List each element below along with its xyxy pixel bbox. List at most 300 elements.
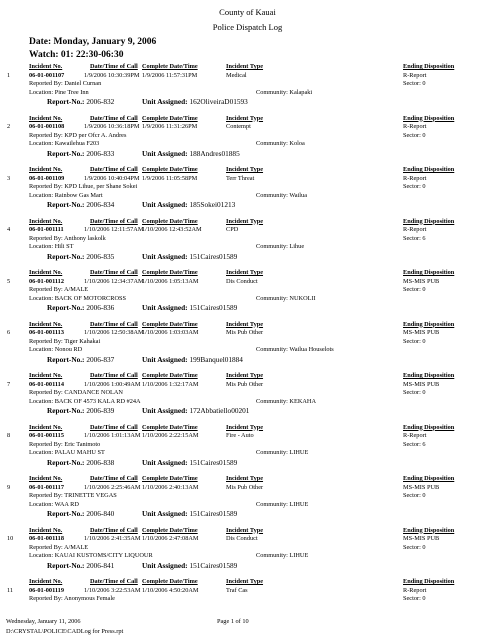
incident-id: 06-01-001112 — [29, 277, 64, 285]
reported-by — [29, 595, 115, 602]
community — [256, 140, 305, 147]
unit-assigned-label: Unit Assigned: — [142, 148, 188, 158]
community-value: KEKAHA — [289, 397, 317, 405]
col-date-time-call: Date/Time of Call — [90, 372, 138, 379]
complete-time: 1/10/2006 1:32:17AM — [142, 380, 199, 388]
col-date-time-call: Date/Time of Call — [90, 578, 138, 585]
col-complete-date-time: Complete Date/Time — [142, 320, 198, 328]
report-no-value: 2006-836 — [86, 303, 115, 312]
reported-by-label: Reported By: — [29, 183, 63, 190]
location-label: Location: — [29, 500, 54, 508]
reported-by-label: Reported By: — [29, 131, 63, 139]
reported-by-label: Reported By: — [29, 595, 63, 602]
unit-assigned — [142, 561, 237, 570]
community — [256, 552, 308, 559]
complete-time: 1/10/2006 2:47:08AM — [142, 535, 199, 542]
col-complete-date-time: Complete Date/Time — [142, 475, 198, 482]
community-value: LIHUE — [289, 552, 309, 559]
report-no — [47, 97, 114, 106]
call-time: 1/10/2006 3:22:53AM — [84, 586, 141, 594]
incident-number: 11 — [7, 586, 14, 594]
incident-number: 1 — [7, 71, 11, 79]
unit-assigned — [142, 458, 237, 467]
community — [256, 449, 308, 456]
sector — [403, 183, 426, 190]
location-value: Nonou RD — [54, 346, 83, 353]
report-no-label: Report-No.: — [47, 406, 85, 415]
location-value: Hili ST — [54, 243, 74, 250]
col-complete-date-time: Complete Date/Time — [142, 63, 198, 70]
col-incident-no: Incident No. — [29, 578, 63, 585]
location-value: KAUAI KUSTOMS/CITY LIQUOUR — [54, 552, 153, 559]
col-incident-no: Incident No. — [29, 423, 63, 431]
report-no-value: 2006-834 — [86, 200, 115, 209]
unit-assigned-label: Unit Assigned: — [142, 251, 188, 261]
col-incident-no: Incident No. — [29, 217, 63, 225]
sector-label: Sector: — [403, 286, 421, 293]
sector — [403, 235, 426, 242]
incident-type: Fire - Auto — [226, 432, 254, 439]
disposition: R-Report — [403, 432, 427, 439]
report-no-label: Report-No.: — [47, 560, 85, 570]
col-ending-disposition: Ending Disposition — [403, 423, 455, 431]
sector — [403, 544, 426, 551]
report-no-label: Report-No.: — [47, 354, 85, 364]
date-line: Date: Monday, January 9, 2006 — [29, 37, 157, 47]
community — [256, 89, 312, 96]
report-no — [47, 149, 114, 158]
col-ending-disposition: Ending Disposition — [403, 114, 455, 122]
sector-value: 0 — [422, 595, 426, 602]
community-value: Wailua — [289, 191, 307, 199]
unit-assigned — [142, 252, 237, 261]
location-value: BACK OF 4573 KALA RD #24A — [54, 397, 141, 405]
report-no — [47, 561, 114, 570]
col-date-time-call: Date/Time of Call — [90, 63, 138, 70]
sector-value: 0 — [422, 286, 426, 293]
incident-id: 06-01-001119 — [29, 586, 64, 594]
disposition: MS-MIS PUB — [403, 483, 440, 491]
incident-number: 2 — [7, 123, 11, 130]
community-label: Community: — [256, 346, 288, 353]
reported-by-label: Reported By: — [29, 234, 63, 242]
complete-time: 1/10/2006 12:43:52AM — [142, 226, 202, 233]
col-incident-no: Incident No. — [29, 475, 63, 482]
sector-label: Sector: — [403, 389, 421, 396]
location-label: Location: — [29, 191, 54, 199]
sector — [403, 389, 426, 396]
incident-type: Mis Pub Other — [226, 380, 264, 388]
location-value: BACK OF MOTORCROSS — [54, 294, 126, 302]
unit-assigned — [142, 303, 237, 312]
sector — [403, 338, 426, 345]
incident-number: 10 — [7, 535, 14, 542]
report-no-label: Report-No.: — [47, 200, 85, 209]
report-no-label: Report-No.: — [47, 509, 85, 518]
incident-number: 4 — [7, 226, 11, 233]
incident-id: 06-01-001117 — [29, 483, 64, 491]
sector-label: Sector: — [403, 234, 421, 242]
report-no-value: 2006-840 — [86, 509, 115, 518]
col-ending-disposition: Ending Disposition — [403, 217, 455, 225]
col-complete-date-time: Complete Date/Time — [142, 423, 198, 431]
col-date-time-call: Date/Time of Call — [90, 423, 138, 431]
unit-assigned — [142, 355, 243, 364]
community — [256, 192, 307, 199]
incident-type: Dis Conduct — [226, 535, 258, 542]
reported-by-value: A/MALE — [64, 543, 89, 551]
incident-number: 6 — [7, 329, 11, 336]
report-no-value: 2006-835 — [86, 251, 115, 261]
complete-time: 1/10/2006 4:50:20AM — [142, 586, 199, 594]
unit-assigned-value: 162OliveiraD01593 — [189, 97, 248, 106]
col-ending-disposition: Ending Disposition — [403, 269, 455, 276]
location-label: Location: — [29, 552, 54, 559]
reported-by — [29, 183, 137, 190]
community — [256, 243, 304, 250]
col-incident-type: Incident Type — [226, 269, 264, 276]
community-value: LIHUE — [289, 449, 309, 456]
location-value: Pine Tree Inn — [54, 88, 89, 96]
call-time: 1/9/2006 10:40:04PM — [84, 174, 140, 182]
disposition: MS-MIS PUB — [403, 277, 440, 285]
community — [256, 295, 316, 302]
report-no — [47, 303, 114, 312]
unit-assigned-label: Unit Assigned: — [142, 97, 188, 106]
community — [256, 501, 308, 508]
sector — [403, 286, 426, 293]
location — [29, 449, 105, 456]
unit-assigned-value: 151Caires01589 — [189, 303, 238, 312]
report-no-label: Report-No.: — [47, 457, 85, 467]
community-label: Community: — [256, 449, 288, 456]
sector — [403, 595, 426, 602]
complete-time: 1/10/2006 1:05:13AM — [142, 277, 199, 285]
col-date-time-call: Date/Time of Call — [90, 114, 138, 122]
location-label: Location: — [29, 346, 54, 353]
community — [256, 398, 316, 405]
call-time: 1/10/2006 12:50:38AM — [84, 329, 144, 336]
reported-by — [29, 492, 117, 499]
reported-by-value: CANDANCE NOLAN — [64, 389, 123, 396]
reported-by-value: Anthony laskolk — [64, 234, 106, 242]
sector-label: Sector: — [403, 337, 421, 345]
col-incident-no: Incident No. — [29, 372, 63, 379]
sector-value: 0 — [422, 543, 426, 551]
reported-by-value: A/MALE — [64, 286, 89, 293]
report-no — [47, 458, 114, 467]
col-incident-type: Incident Type — [226, 166, 264, 173]
sector-label: Sector: — [403, 440, 421, 448]
community-label: Community: — [256, 294, 288, 302]
col-complete-date-time: Complete Date/Time — [142, 114, 198, 122]
unit-assigned-value: 172Abbatiello00201 — [189, 406, 250, 415]
location — [29, 346, 82, 353]
location-value: PALAU MAHU ST — [54, 449, 105, 456]
reported-by-value: Daniel Curnan — [64, 80, 102, 87]
col-incident-no: Incident No. — [29, 320, 63, 328]
community-label: Community: — [256, 552, 288, 559]
community-value: Kalapaki — [289, 88, 313, 96]
unit-assigned — [142, 200, 235, 209]
incident-id: 06-01-001108 — [29, 123, 65, 130]
col-date-time-call: Date/Time of Call — [90, 320, 138, 328]
col-ending-disposition: Ending Disposition — [403, 320, 455, 328]
community-value: NUKOLII — [289, 294, 316, 302]
report-no — [47, 509, 114, 518]
location-label: Location: — [29, 449, 54, 456]
location — [29, 501, 79, 508]
reported-by-value: Eric Tanimoto — [64, 440, 101, 448]
location-label: Location: — [29, 243, 54, 250]
col-date-time-call: Date/Time of Call — [90, 475, 138, 482]
reported-by-label: Reported By: — [29, 80, 63, 87]
incident-type: Mis Pub Other — [226, 329, 264, 336]
report-no — [47, 200, 114, 209]
community-value: Wailua Houselots — [289, 346, 334, 353]
county-title: County of Kauai — [219, 7, 276, 17]
unit-assigned — [142, 97, 248, 106]
complete-time: 1/10/2006 2:40:13AM — [142, 483, 199, 491]
unit-assigned-value: 151Caires01589 — [189, 457, 238, 467]
unit-assigned-label: Unit Assigned: — [142, 200, 188, 209]
printed-date: Wednesday, January 11, 2006 — [6, 618, 81, 625]
unit-assigned-value: 151Caires01589 — [189, 251, 238, 261]
unit-assigned — [142, 406, 249, 415]
complete-time: 1/9/2006 11:05:58PM — [142, 174, 198, 182]
sector-value: 6 — [422, 440, 426, 448]
report-no-label: Report-No.: — [47, 148, 85, 158]
location — [29, 295, 126, 302]
col-incident-no: Incident No. — [29, 114, 63, 122]
incident-id: 06-01-001113 — [29, 329, 64, 336]
incident-id: 06-01-001109 — [29, 174, 65, 182]
col-ending-disposition: Ending Disposition — [403, 372, 455, 379]
incident-number: 9 — [7, 483, 11, 491]
location-label: Location: — [29, 397, 54, 405]
reported-by-label: Reported By: — [29, 286, 63, 293]
location — [29, 140, 99, 147]
report-no-value: 2006-838 — [86, 457, 115, 467]
incident-id: 06-01-001111 — [29, 226, 64, 233]
incident-type: Mis Pub Other — [226, 483, 264, 491]
col-incident-type: Incident Type — [226, 372, 264, 379]
col-incident-no: Incident No. — [29, 269, 63, 276]
community-label: Community: — [256, 243, 288, 250]
col-incident-type: Incident Type — [226, 578, 264, 585]
community-value: Lihue — [289, 243, 305, 250]
reported-by-label: Reported By: — [29, 440, 63, 448]
unit-assigned-value: 151Caires01589 — [189, 509, 238, 518]
disposition: R-Report — [403, 226, 427, 233]
report-no — [47, 355, 114, 364]
col-ending-disposition: Ending Disposition — [403, 526, 455, 534]
location-value: Kawailehua F203 — [54, 140, 100, 147]
sector-value: 6 — [422, 234, 426, 242]
col-incident-type: Incident Type — [226, 423, 264, 431]
reported-by — [29, 544, 88, 551]
reported-by-value: KPD per Ofcr A. Andres — [64, 131, 127, 139]
col-incident-type: Incident Type — [226, 63, 264, 70]
reported-by-label: Reported By: — [29, 543, 63, 551]
col-incident-type: Incident Type — [226, 526, 264, 534]
incident-type: CPD — [226, 226, 239, 233]
incident-type: Dis Conduct — [226, 277, 258, 285]
reported-by-value: Anonymous Female — [64, 595, 115, 602]
call-time: 1/10/2006 1:01:13AM — [84, 432, 141, 439]
unit-assigned — [142, 509, 237, 518]
incident-type: Traf Cas — [226, 586, 248, 594]
col-ending-disposition: Ending Disposition — [403, 63, 455, 70]
disposition: MS-MIS PUB — [403, 380, 440, 388]
community-label: Community: — [256, 191, 288, 199]
community-label: Community: — [256, 140, 288, 147]
report-no-value: 2006-841 — [86, 560, 115, 570]
report-no — [47, 406, 114, 415]
col-incident-type: Incident Type — [226, 475, 264, 482]
location-value: WAA RD — [54, 500, 79, 508]
location-value: Rainbow Gas Mart — [54, 191, 103, 199]
disposition: MS-MIS PUB — [403, 329, 440, 336]
reported-by-value: TRINETTE VEGAS — [64, 492, 117, 499]
col-complete-date-time: Complete Date/Time — [142, 578, 198, 585]
unit-assigned-label: Unit Assigned: — [142, 457, 188, 467]
sector-value: 0 — [422, 183, 426, 190]
call-time: 1/9/2006 10:36:18PM — [84, 123, 140, 130]
disposition: R-Report — [403, 123, 427, 130]
complete-time: 1/9/2006 11:57:31PM — [142, 71, 198, 79]
unit-assigned-label: Unit Assigned: — [142, 303, 188, 312]
unit-assigned-label: Unit Assigned: — [142, 509, 188, 518]
reported-by — [29, 286, 88, 293]
disposition: R-Report — [403, 174, 427, 182]
sector-label: Sector: — [403, 543, 421, 551]
report-no-value: 2006-832 — [86, 97, 115, 106]
incident-number: 5 — [7, 277, 11, 285]
call-time: 1/10/2006 1:00:49AM — [84, 380, 141, 388]
col-date-time-call: Date/Time of Call — [90, 166, 138, 173]
col-complete-date-time: Complete Date/Time — [142, 269, 198, 276]
sector — [403, 132, 426, 139]
unit-assigned-label: Unit Assigned: — [142, 560, 188, 570]
report-no-value: 2006-837 — [86, 354, 115, 364]
unit-assigned-value: 185Sokei01213 — [189, 200, 236, 209]
col-incident-type: Incident Type — [226, 320, 264, 328]
report-no-label: Report-No.: — [47, 251, 85, 261]
sector-value: 0 — [422, 337, 426, 345]
location — [29, 89, 89, 96]
community-value: Koloa — [289, 140, 305, 147]
col-date-time-call: Date/Time of Call — [90, 269, 138, 276]
reported-by-label: Reported By: — [29, 389, 63, 396]
log-title: Police Dispatch Log — [212, 22, 283, 32]
complete-time: 1/9/2006 11:31:26PM — [142, 123, 198, 130]
sector-label: Sector: — [403, 183, 421, 190]
location — [29, 398, 141, 405]
reported-by — [29, 80, 101, 87]
location — [29, 552, 153, 559]
col-incident-no: Incident No. — [29, 166, 63, 173]
unit-assigned-label: Unit Assigned: — [142, 354, 188, 364]
location-label: Location: — [29, 88, 54, 96]
sector — [403, 80, 426, 87]
call-time: 1/10/2006 2:41:35AM — [84, 535, 141, 542]
col-complete-date-time: Complete Date/Time — [142, 372, 198, 379]
sector — [403, 441, 426, 448]
sector-value: 0 — [422, 492, 426, 499]
col-complete-date-time: Complete Date/Time — [142, 526, 198, 534]
call-time: 1/9/2006 10:30:39PM — [84, 71, 140, 79]
sector — [403, 492, 426, 499]
col-ending-disposition: Ending Disposition — [403, 475, 455, 482]
sector-label: Sector: — [403, 595, 421, 602]
col-incident-type: Incident Type — [226, 217, 264, 225]
report-path: D:\CRYSTAL\POLICE\CADLog for Press.rpt — [6, 628, 124, 635]
incident-id: 06-01-001118 — [29, 535, 64, 542]
reported-by-label: Reported By: — [29, 337, 63, 345]
call-time: 1/10/2006 12:11:57AM — [84, 226, 144, 233]
reported-by — [29, 235, 106, 242]
location — [29, 243, 73, 250]
col-complete-date-time: Complete Date/Time — [142, 166, 198, 173]
incident-type: Medical — [226, 71, 247, 79]
report-no-value: 2006-833 — [86, 148, 115, 158]
report-no-value: 2006-839 — [86, 406, 115, 415]
community-label: Community: — [256, 500, 288, 508]
report-no-label: Report-No.: — [47, 303, 85, 312]
complete-time: 1/10/2006 1:03:03AM — [142, 329, 199, 336]
unit-assigned-value: 188Andres01885 — [189, 148, 240, 158]
sector-label: Sector: — [403, 492, 421, 499]
col-incident-no: Incident No. — [29, 526, 63, 534]
unit-assigned-value: 199Banquel01884 — [189, 354, 243, 364]
watch-line: Watch: 01: 22:30-06:30 — [29, 50, 124, 60]
sector-label: Sector: — [403, 131, 421, 139]
col-complete-date-time: Complete Date/Time — [142, 217, 198, 225]
community-label: Community: — [256, 88, 288, 96]
incident-number: 3 — [7, 174, 11, 182]
reported-by — [29, 132, 126, 139]
reported-by-value: KPD Lihue, per Shane Sokei — [64, 183, 138, 190]
col-ending-disposition: Ending Disposition — [403, 166, 455, 173]
sector-value: 0 — [422, 80, 426, 87]
incident-id: 06-01-001107 — [29, 71, 65, 79]
complete-time: 1/10/2006 2:22:15AM — [142, 432, 199, 439]
incident-id: 06-01-001114 — [29, 380, 64, 388]
col-incident-type: Incident Type — [226, 114, 264, 122]
location-label: Location: — [29, 294, 54, 302]
sector-value: 0 — [422, 389, 426, 396]
incident-id: 06-01-001115 — [29, 432, 64, 439]
disposition: MS-MIS PUB — [403, 535, 440, 542]
community-value: LIHUE — [289, 500, 309, 508]
page-number: Page 1 of 10 — [217, 618, 249, 625]
col-ending-disposition: Ending Disposition — [403, 578, 455, 585]
incident-number: 8 — [7, 432, 11, 439]
col-date-time-call: Date/Time of Call — [90, 526, 138, 534]
reported-by-label: Reported By: — [29, 492, 63, 499]
unit-assigned-label: Unit Assigned: — [142, 406, 188, 415]
incident-type: Terr Threat — [226, 174, 255, 182]
sector-label: Sector: — [403, 80, 421, 87]
location — [29, 192, 103, 199]
report-no — [47, 252, 114, 261]
sector-value: 0 — [422, 131, 426, 139]
call-time: 1/10/2006 2:25:46AM — [84, 483, 141, 491]
unit-assigned — [142, 149, 240, 158]
community — [256, 346, 334, 353]
report-no-label: Report-No.: — [47, 97, 85, 106]
